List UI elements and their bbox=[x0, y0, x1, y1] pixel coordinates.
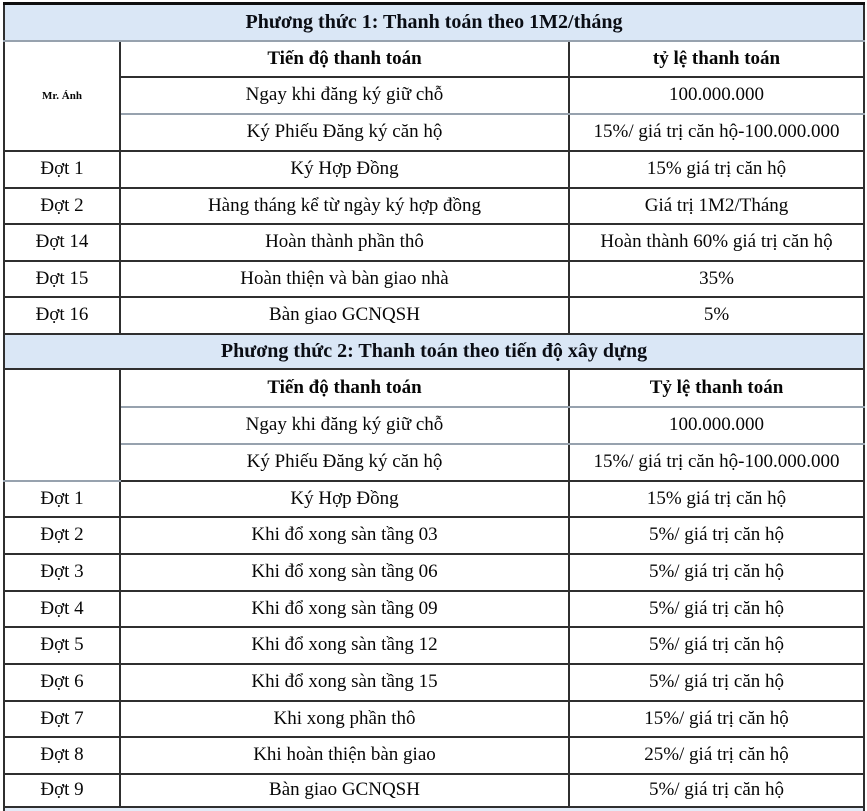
progress-cell: Hoàn thành phần thô bbox=[120, 224, 569, 261]
ratio-cell: 5%/ giá trị căn hộ bbox=[569, 591, 864, 627]
stage-cell: Đợt 3 bbox=[4, 554, 120, 591]
table-row bbox=[4, 591, 864, 627]
stage-cell: Đợt 9 bbox=[4, 774, 120, 807]
column-header-ratio: tỷ lệ thanh toán bbox=[569, 41, 864, 77]
section-2-header-row bbox=[4, 369, 864, 407]
stage-cell: Đợt 1 bbox=[4, 481, 120, 517]
section-title: Phương thức 2: Thanh toán theo tiến độ xây dựng bbox=[4, 334, 864, 369]
progress-cell: Bàn giao GCNQSH bbox=[120, 774, 569, 807]
table-row bbox=[4, 407, 864, 444]
stage-cell: Đợt 1 bbox=[4, 151, 120, 188]
ratio-cell: 15% giá trị căn hộ bbox=[569, 481, 864, 517]
ratio-cell: 5%/ giá trị căn hộ bbox=[569, 554, 864, 591]
table-row bbox=[4, 664, 864, 701]
stage-cell: Đợt 6 bbox=[4, 664, 120, 701]
stage-cell: Đợt 2 bbox=[4, 517, 120, 554]
ratio-cell: 5%/ giá trị căn hộ bbox=[569, 517, 864, 554]
progress-cell: Khi đổ xong sàn tầng 12 bbox=[120, 627, 569, 664]
progress-cell: Bàn giao GCNQSH bbox=[120, 297, 569, 334]
stage-cell: Đợt 2 bbox=[4, 188, 120, 224]
ratio-cell: 15%/ giá trị căn hộ bbox=[569, 701, 864, 737]
table-row bbox=[4, 517, 864, 554]
ratio-cell: 15% giá trị căn hộ bbox=[569, 151, 864, 188]
stage-cell: Đợt 15 bbox=[4, 261, 120, 297]
progress-cell: Hoàn thiện và bàn giao nhà bbox=[120, 261, 569, 297]
table-row bbox=[4, 627, 864, 664]
progress-cell: Khi xong phần thô bbox=[120, 701, 569, 737]
table-row bbox=[4, 114, 864, 151]
ratio-cell: 5%/ giá trị căn hộ bbox=[569, 664, 864, 701]
table-row bbox=[4, 737, 864, 774]
ratio-cell: 100.000.000 bbox=[569, 407, 864, 444]
next-section-strip-row bbox=[4, 807, 864, 811]
payment-schedule-table bbox=[3, 2, 865, 811]
side-label bbox=[4, 369, 120, 481]
stage-cell: Đợt 14 bbox=[4, 224, 120, 261]
stage-cell: Đợt 16 bbox=[4, 297, 120, 334]
ratio-cell: 15%/ giá trị căn hộ-100.000.000 bbox=[569, 444, 864, 481]
table-row bbox=[4, 774, 864, 807]
table-row bbox=[4, 151, 864, 188]
cutoff-section-strip bbox=[4, 807, 864, 811]
ratio-cell: 35% bbox=[569, 261, 864, 297]
ratio-cell: 15%/ giá trị căn hộ-100.000.000 bbox=[569, 114, 864, 151]
table-row bbox=[4, 224, 864, 261]
progress-cell: Ngay khi đăng ký giữ chỗ bbox=[120, 77, 569, 114]
progress-cell: Khi đổ xong sàn tầng 03 bbox=[120, 517, 569, 554]
progress-cell: Hàng tháng kể từ ngày ký hợp đồng bbox=[120, 188, 569, 224]
progress-cell: Khi đổ xong sàn tầng 09 bbox=[120, 591, 569, 627]
progress-cell: Khi hoàn thiện bàn giao bbox=[120, 737, 569, 774]
table-row bbox=[4, 297, 864, 334]
ratio-cell: 5% bbox=[569, 297, 864, 334]
ratio-cell: 5%/ giá trị căn hộ bbox=[569, 627, 864, 664]
column-header-ratio: Tỷ lệ thanh toán bbox=[569, 369, 864, 407]
section-title: Phương thức 1: Thanh toán theo 1M2/tháng bbox=[4, 4, 864, 41]
side-label: Mr. Ánh bbox=[4, 41, 120, 151]
stage-cell: Đợt 4 bbox=[4, 591, 120, 627]
table-row bbox=[4, 554, 864, 591]
section-1-title-row bbox=[4, 4, 864, 41]
progress-cell: Ký Hợp Đồng bbox=[120, 481, 569, 517]
table-row bbox=[4, 188, 864, 224]
table-row bbox=[4, 444, 864, 481]
progress-cell: Ký Phiếu Đăng ký căn hộ bbox=[120, 114, 569, 151]
column-header-progress: Tiến độ thanh toán bbox=[120, 41, 569, 77]
ratio-cell: Giá trị 1M2/Tháng bbox=[569, 188, 864, 224]
progress-cell: Khi đổ xong sàn tầng 15 bbox=[120, 664, 569, 701]
table-row bbox=[4, 77, 864, 114]
ratio-cell: 5%/ giá trị căn hộ bbox=[569, 774, 864, 807]
section-1-header-row bbox=[4, 41, 864, 77]
stage-cell: Đợt 7 bbox=[4, 701, 120, 737]
section-2-title-row bbox=[4, 334, 864, 369]
table-row bbox=[4, 261, 864, 297]
progress-cell: Khi đổ xong sàn tầng 06 bbox=[120, 554, 569, 591]
table-row bbox=[4, 481, 864, 517]
progress-cell: Ký Phiếu Đăng ký căn hộ bbox=[120, 444, 569, 481]
table-row bbox=[4, 701, 864, 737]
ratio-cell: Hoàn thành 60% giá trị căn hộ bbox=[569, 224, 864, 261]
column-header-progress: Tiến độ thanh toán bbox=[120, 369, 569, 407]
progress-cell: Ký Hợp Đồng bbox=[120, 151, 569, 188]
stage-cell: Đợt 5 bbox=[4, 627, 120, 664]
progress-cell: Ngay khi đăng ký giữ chỗ bbox=[120, 407, 569, 444]
stage-cell: Đợt 8 bbox=[4, 737, 120, 774]
ratio-cell: 100.000.000 bbox=[569, 77, 864, 114]
ratio-cell: 25%/ giá trị căn hộ bbox=[569, 737, 864, 774]
